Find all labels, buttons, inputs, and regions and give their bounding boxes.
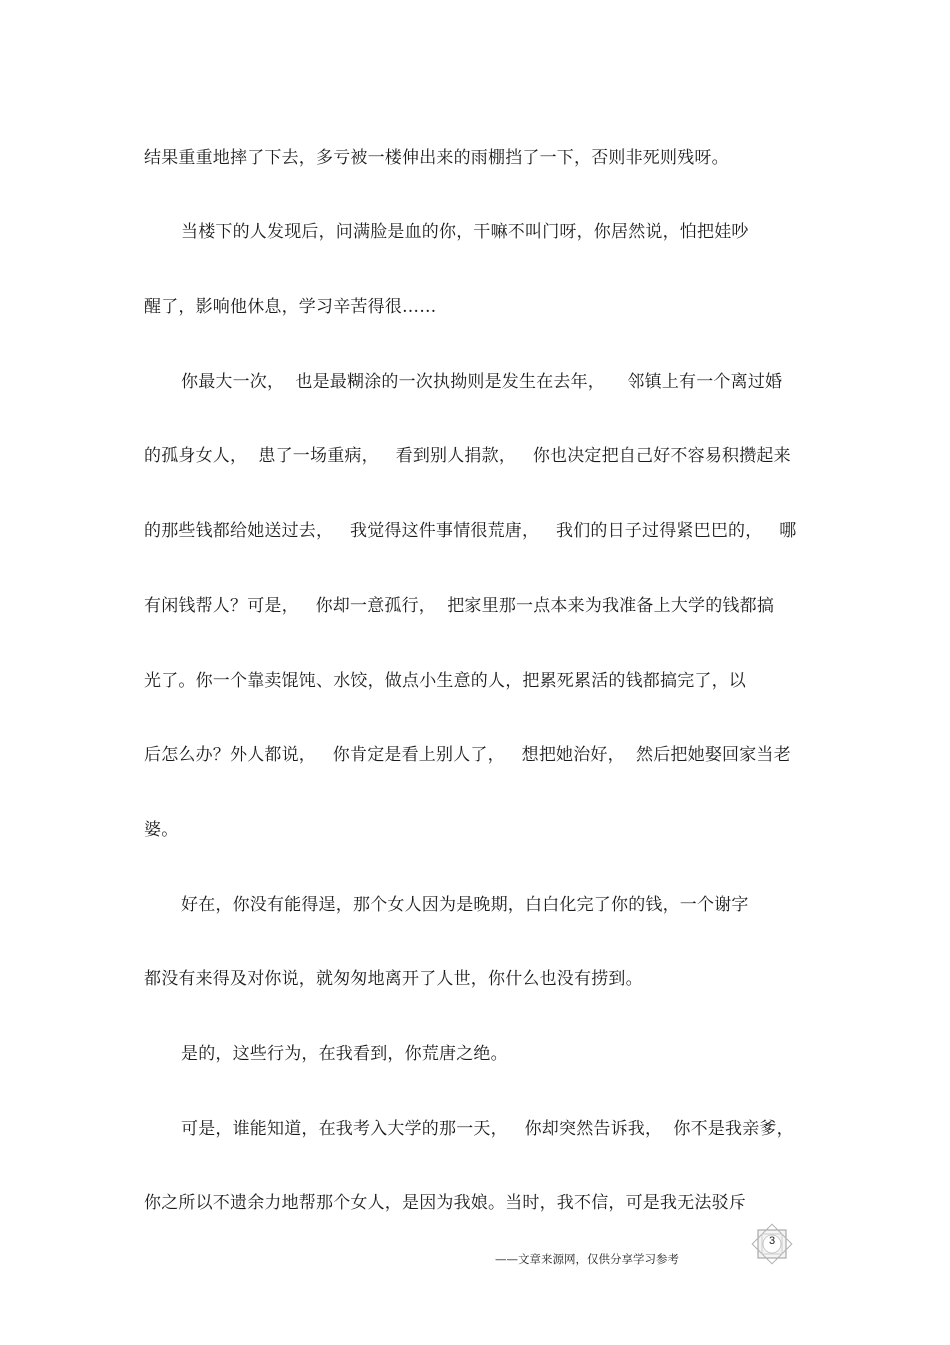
- paragraph-line-14: 可是，谁能知道，在我考入大学的那一天， 你却突然告诉我， 你不是我亲爹，: [181, 1119, 794, 1139]
- page-number: 3: [768, 1235, 776, 1247]
- page-number-badge: [749, 1221, 795, 1267]
- paragraph-line-7: 有闲钱帮人？可是， 你却一意孤行， 把家里那一点本来为我准备上大学的钱都搞: [144, 596, 775, 616]
- paragraph-line-6: 的那些钱都给她送过去， 我觉得这件事情很荒唐， 我们的日子过得紧巴巴的， 哪: [144, 521, 797, 541]
- paragraph-line-8: 光了。你一个靠卖馄饨、水饺，做点小生意的人，把累死累活的钱都搞完了，以: [144, 671, 746, 691]
- paragraph-line-12: 都没有来得及对你说，就匆匆地离开了人世，你什么也没有捞到。: [144, 969, 643, 989]
- paragraph-line-15: 你之所以不遗余力地帮那个女人，是因为我娘。当时，我不信，可是我无法驳斥: [144, 1193, 746, 1213]
- paragraph-line-3: 醒了，影响他休息，学习辛苦得很……: [144, 297, 437, 317]
- paragraph-line-1: 结果重重地摔了下去，多亏被一楼伸出来的雨棚挡了一下，否则非死则残呀。: [144, 148, 729, 168]
- paragraph-line-11: 好在，你没有能得逞，那个女人因为是晚期，白白化完了你的钱，一个谢字: [181, 895, 749, 915]
- footer-source-note: ——文章来源网，仅供分享学习参考: [495, 1252, 679, 1266]
- paragraph-line-5: 的孤身女人， 患了一场重病， 看到别人捐款， 你也决定把自己好不容易积攒起来: [144, 446, 791, 466]
- paragraph-line-9: 后怎么办？外人都说， 你肯定是看上别人了， 想把她治好， 然后把她娶回家当老: [144, 745, 791, 765]
- paragraph-line-4: 你最大一次， 也是最糊涂的一次执拗则是发生在去年， 邻镇上有一个离过婚: [181, 372, 783, 392]
- paragraph-line-2: 当楼下的人发现后，问满脸是血的你，干嘛不叫门呀，你居然说，怕把娃吵: [181, 222, 749, 242]
- paragraph-line-13: 是的，这些行为，在我看到，你荒唐之绝。: [181, 1044, 508, 1064]
- paragraph-line-10: 婆。: [144, 820, 179, 840]
